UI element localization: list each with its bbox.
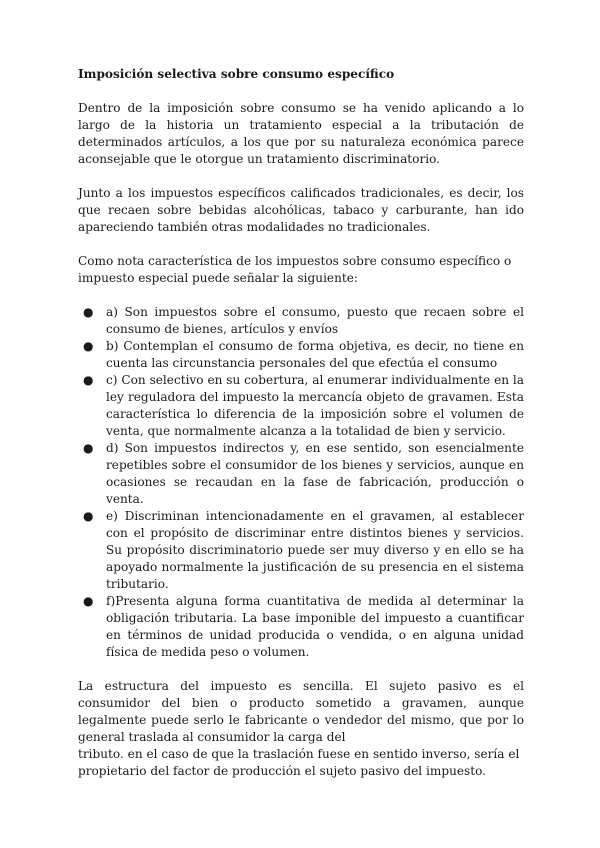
list-item — [83, 508, 524, 593]
document-page — [78, 66, 524, 780]
list-item-text: e) Discriminan intencionadamente en el gravamen, al establecer con el propósito de discriminar entre distintos bienes y servicios. Su propósito discriminatorio puede ser muy diverso y en ello se ha apoyado normalmente la justificación de su presencia en el sistema tributario. — [106, 509, 524, 591]
bullet-icon: ● — [83, 509, 94, 523]
list-item-text: d) Son impuestos indirectos y, en ese sentido, son esencialmente repetibles sobre el consumidor de los bienes y servicios, aunque en ocasiones se recaudan en la fase de fabricación, producción o venta. — [106, 441, 524, 506]
bullet-icon: ● — [83, 441, 94, 455]
list-item — [83, 304, 524, 338]
list-item-text: a) Son impuestos sobre el consumo, puesto que recaen sobre el consumo de bienes, artículos y envíos — [106, 305, 524, 336]
list-item — [83, 440, 524, 508]
list-item — [83, 593, 524, 661]
document-title: Imposición selectiva sobre consumo específico — [78, 67, 395, 81]
paragraph-characteristics-lead: Como nota característica de los impuestos sobre consumo específico o impuesto especial puede señalar la siguiente: — [78, 254, 512, 285]
bullet-icon: ● — [83, 594, 94, 608]
list-item — [83, 372, 524, 440]
list-item-text: b) Contemplan el consumo de forma objetiva, es decir, no tiene en cuenta las circunstancia personales del que efectúa el consumo — [106, 339, 524, 370]
list-item — [83, 338, 524, 372]
paragraph-structure: La estructura del impuesto es sencilla. El sujeto pasivo es el consumidor del bien o producto sometido a gravamen, aunque legalmente puede serlo le fabricante o vendedor del mismo, que por lo general traslada al consumidor la carga del — [78, 679, 524, 744]
paragraph-intro: Dentro de la imposición sobre consumo se ha venido aplicando a lo largo de la historia un tratamiento especial a la tributación de determinados artículos, a los que por su naturaleza económica parece aconsejable que le otorgue un tratamiento discriminatorio. — [78, 101, 524, 166]
characteristics-list — [78, 304, 524, 661]
paragraph-structure-continued: tributo. en el caso de que la traslación fuese en sentido inverso, sería el propietario del factor de producción el sujeto pasivo del impuesto. — [78, 747, 520, 778]
paragraph-traditional-taxes: Junto a los impuestos específicos calificados tradicionales, es decir, los que recaen sobre bebidas alcohólicas, tabaco y carburante, han ido apareciendo también otras modalidades no tradicionales. — [78, 186, 524, 234]
bullet-icon: ● — [83, 305, 94, 319]
bullet-icon: ● — [83, 373, 94, 387]
list-item-text: f)Presenta alguna forma cuantitativa de medida al determinar la obligación tributaria. La base imponible del impuesto a cuantificar en términos de unidad producida o vendida, o en alguna unidad física de medida peso o volumen. — [106, 594, 524, 659]
bullet-icon: ● — [83, 339, 94, 353]
list-item-text: c) Con selectivo en su cobertura, al enumerar individualmente en la ley reguladora del impuesto la mercancía objeto de gravamen. Esta característica lo diferencia de la imposición sobre el volumen de venta, que normalmente alcanza a la totalidad de bien y servicio. — [106, 373, 524, 438]
